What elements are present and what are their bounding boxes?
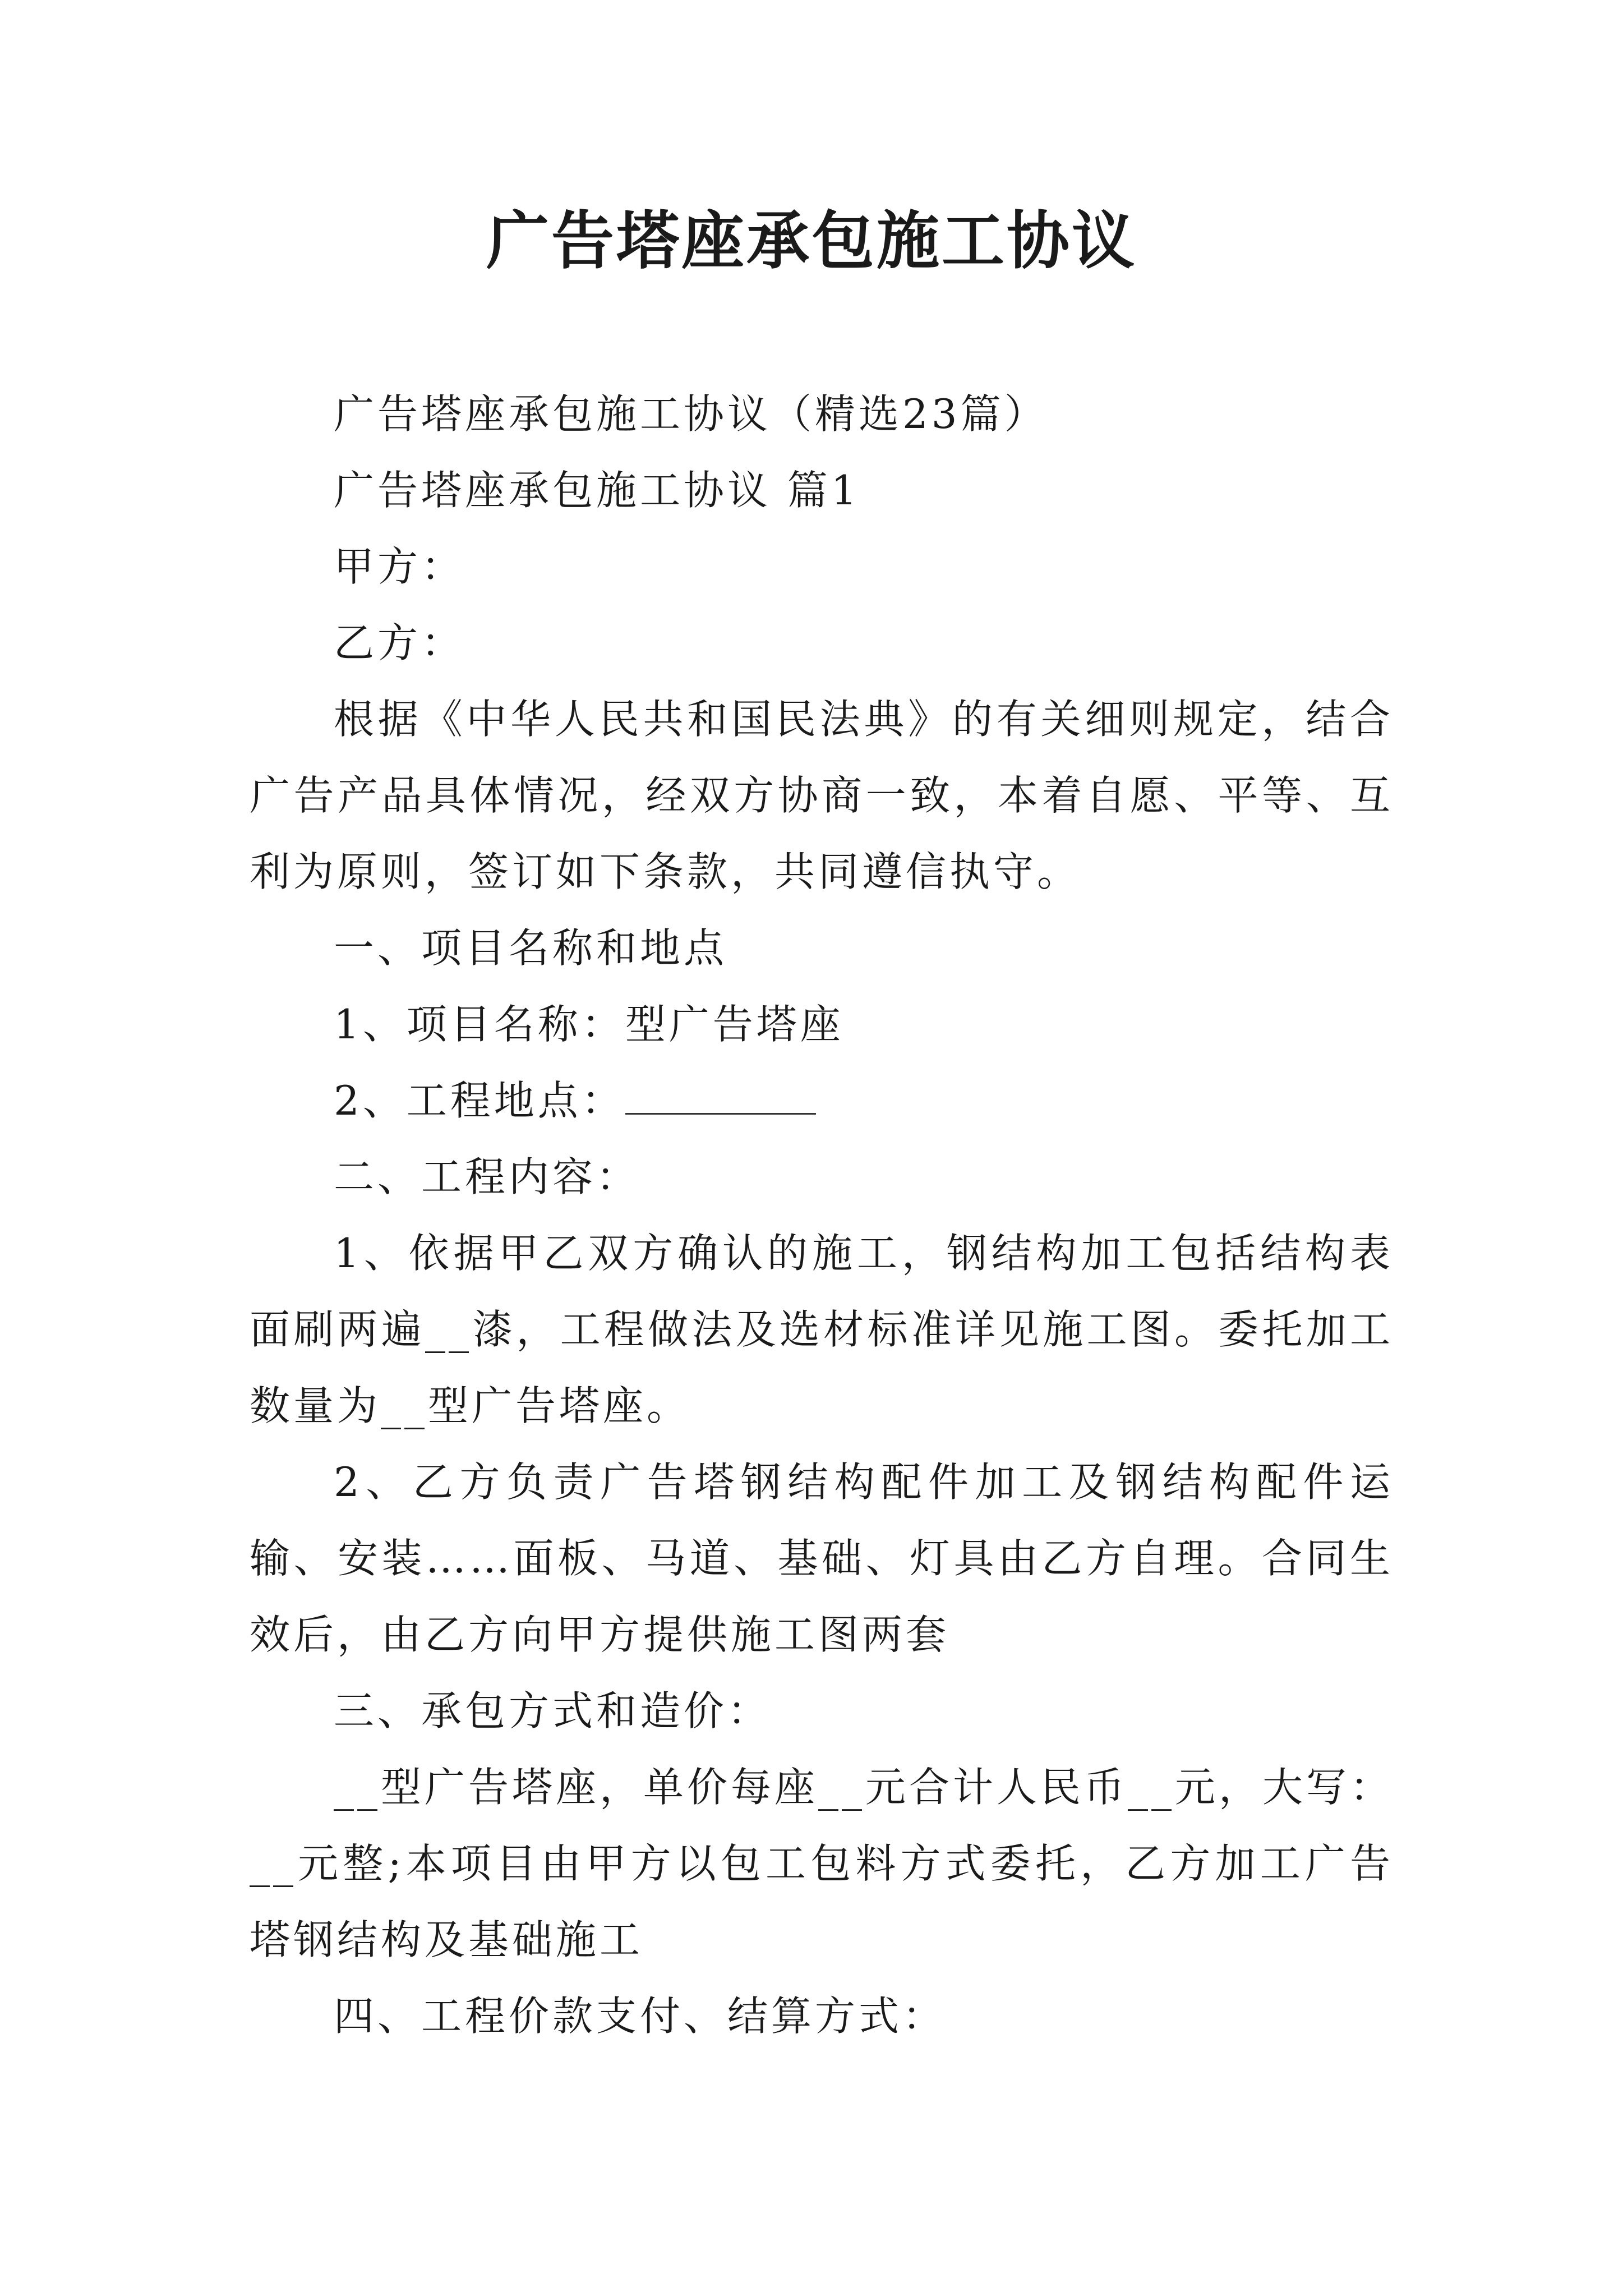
pricing-paragraph: __型广告塔座，单价每座__元合计人民币__元，大写：__元整;本项目由甲方以包工包料方式委托，乙方加工广告塔钢结构及基础施工	[250, 1764, 1394, 1963]
section-heading: 广告塔座承包施工协议 篇1	[334, 467, 860, 514]
clause-heading-2: 二、工程内容：	[334, 1153, 640, 1200]
party-b-line: 乙方：	[334, 619, 465, 666]
work-content-paragraph-1: 1、依据甲乙双方确认的施工，钢结构加工包括结构表面刷两遍__漆，工程做法及选材标准详见施工图。委托加工数量为__型广告塔座。	[250, 1230, 1394, 1429]
clause-heading-3: 三、承包方式和造价：	[334, 1687, 772, 1734]
preamble-paragraph: 根据《中华人民共和国民法典》的有关细则规定，结合广告产品具体情况，经双方协商一致，本着自愿、平等、互利为原则，签订如下条款，共同遵信执守。	[250, 696, 1394, 895]
subtitle-paragraph: 广告塔座承包施工协议（精选23篇）	[334, 390, 1048, 438]
project-location-label: 2、工程地点：	[334, 1077, 625, 1124]
party-a-line: 甲方：	[334, 543, 465, 590]
clause-heading-1: 一、项目名称和地点	[334, 924, 728, 972]
clause-heading-4: 四、工程价款支付、结算方式：	[334, 1993, 947, 2040]
project-name-line: 1、项目名称：型广告塔座	[334, 1001, 844, 1048]
location-blank-line	[625, 1079, 816, 1115]
project-location-line	[250, 1062, 1394, 1139]
document-body	[250, 376, 1394, 2054]
document-title: 广告塔座承包施工协议	[486, 204, 1137, 278]
work-content-paragraph-2: 2、乙方负责广告塔钢结构配件加工及钢结构配件运输、安装……面板、马道、基础、灯具由乙方自理。合同生效后，由乙方向甲方提供施工图两套	[250, 1458, 1394, 1658]
